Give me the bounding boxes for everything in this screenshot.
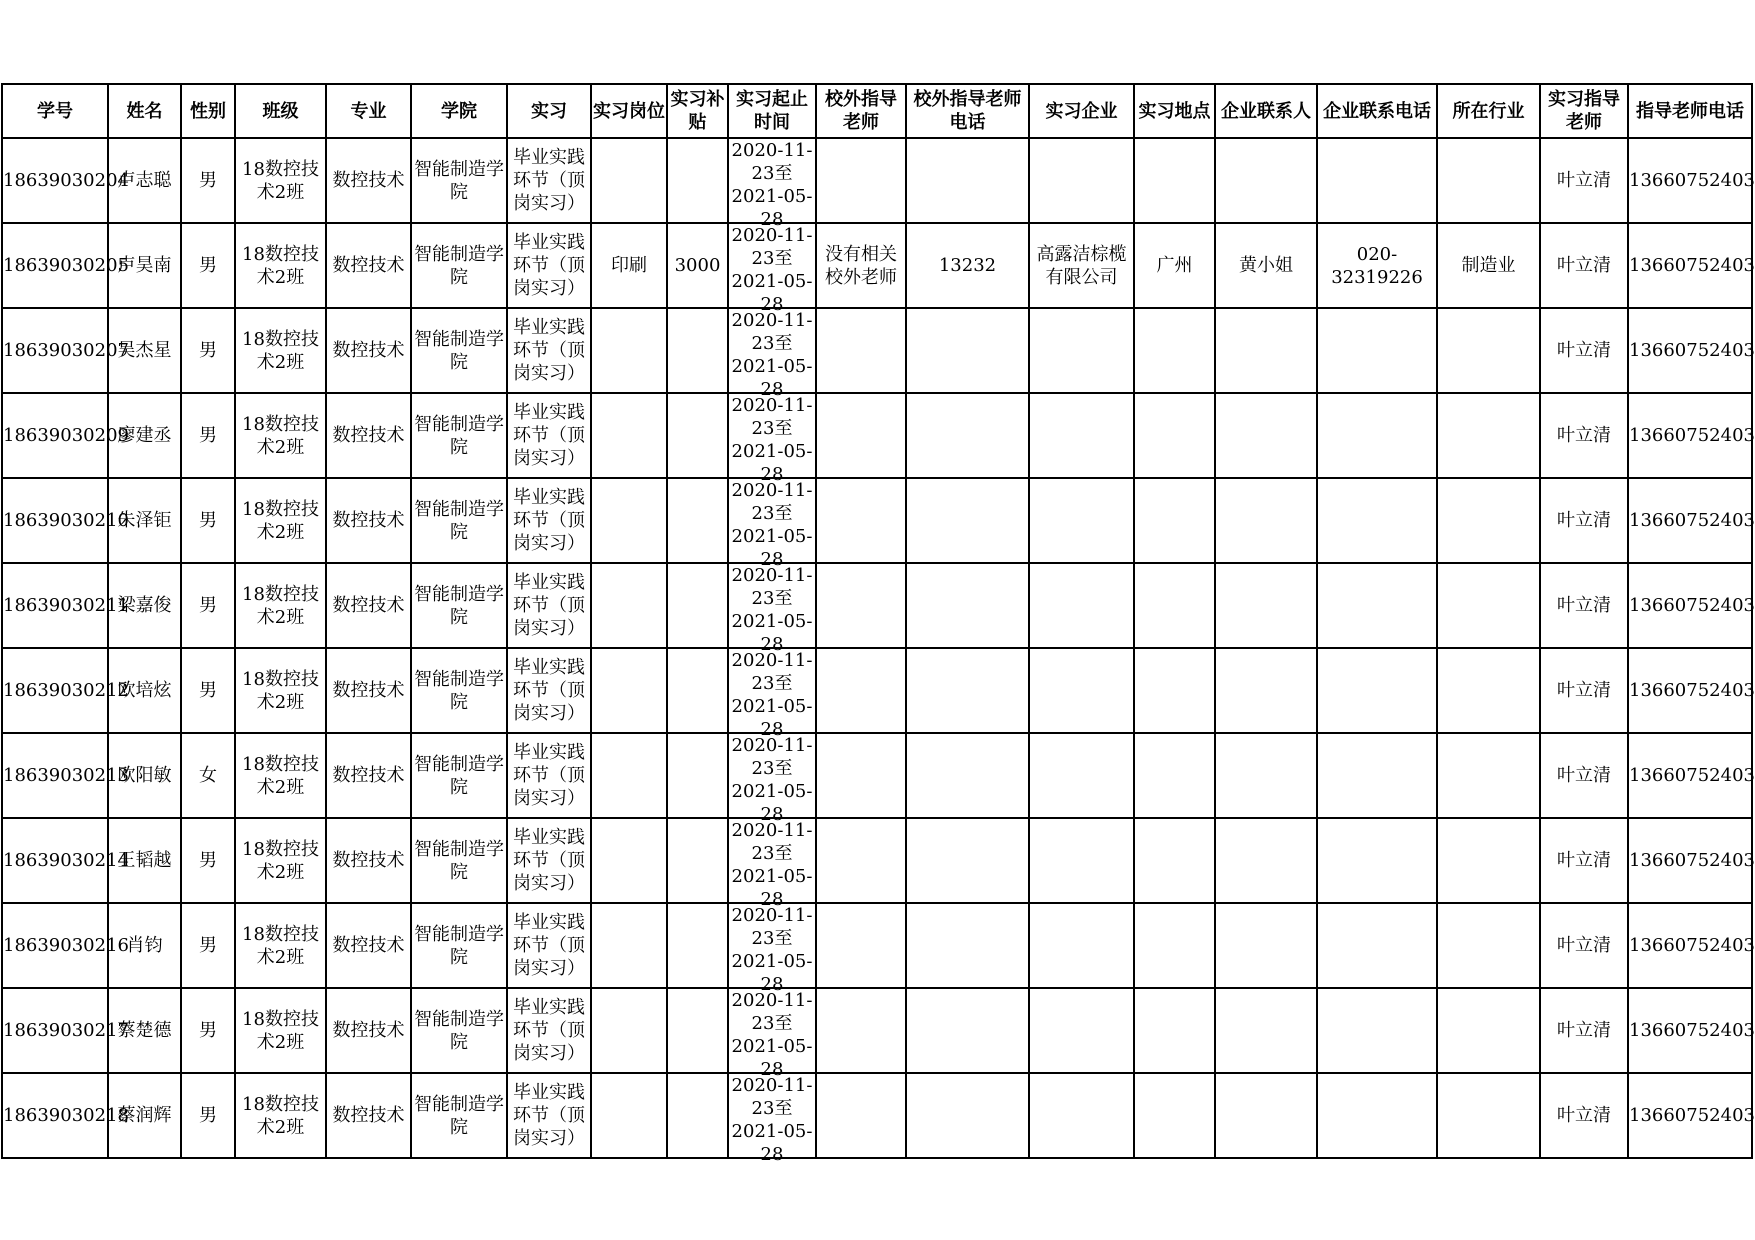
header-mentor-phone: 指导老师电话 [1628, 84, 1752, 138]
cell-post [591, 1073, 667, 1158]
cell-mentor: 叶立清 [1540, 733, 1628, 818]
cell-industry [1437, 988, 1540, 1073]
cell-contact [1215, 1073, 1317, 1158]
cell-internship: 毕业实践环节（顶岗实习） [507, 308, 591, 393]
cell-internship: 毕业实践环节（顶岗实习） [507, 563, 591, 648]
cell-mentor: 叶立清 [1540, 478, 1628, 563]
cell-mentor-phone: 13660752403 [1628, 563, 1752, 648]
cell-major: 数控技术 [326, 223, 411, 308]
cell-gender: 男 [181, 393, 235, 478]
header-class: 班级 [235, 84, 326, 138]
cell-period [728, 988, 816, 1080]
internship-table [1, 83, 1755, 1165]
cell-major: 数控技术 [326, 903, 411, 988]
cell-contact [1215, 308, 1317, 393]
cell-mentor-phone: 13660752403 [1628, 818, 1752, 903]
cell-contact-phone [1317, 563, 1437, 648]
cell-gender: 男 [181, 138, 235, 223]
cell-mentor-phone: 13660752403 [1628, 308, 1752, 393]
cell-external-mentor-phone [906, 988, 1029, 1073]
cell-internship: 毕业实践环节（顶岗实习） [507, 478, 591, 563]
cell-internship: 毕业实践环节（顶岗实习） [507, 648, 591, 733]
cell-company [1029, 1073, 1134, 1158]
cell-company [1029, 648, 1134, 733]
table-row [2, 223, 1752, 308]
cell-internship: 毕业实践环节（顶岗实习） [507, 393, 591, 478]
cell-major: 数控技术 [326, 393, 411, 478]
cell-gender: 男 [181, 648, 235, 733]
cell-name: 朱泽钜 [108, 478, 181, 563]
cell-external-mentor-phone [906, 818, 1029, 903]
period-text: 2020-11-23至2021-05-28 [731, 140, 813, 230]
cell-company [1029, 988, 1134, 1073]
cell-external-mentor [816, 478, 906, 563]
cell-external-mentor-phone [906, 563, 1029, 648]
cell-gender: 男 [181, 1073, 235, 1158]
cell-location [1134, 733, 1215, 818]
cell-subsidy [667, 1073, 728, 1158]
header-post: 实习岗位 [591, 84, 667, 138]
cell-post [591, 648, 667, 733]
cell-company [1029, 733, 1134, 818]
cell-college: 智能制造学院 [411, 988, 507, 1073]
header-mentor: 实习指导老师 [1540, 84, 1628, 138]
cell-location [1134, 478, 1215, 563]
cell-student-id: 18639030205 [2, 223, 108, 308]
cell-period [728, 903, 816, 995]
cell-name: 蔡楚德 [108, 988, 181, 1073]
cell-external-mentor-phone [906, 138, 1029, 223]
cell-mentor: 叶立清 [1540, 818, 1628, 903]
cell-external-mentor [816, 733, 906, 818]
cell-subsidy [667, 563, 728, 648]
cell-mentor-phone: 13660752403 [1628, 393, 1752, 478]
table-row [2, 1073, 1752, 1158]
header-industry: 所在行业 [1437, 84, 1540, 138]
cell-subsidy [667, 138, 728, 223]
cell-subsidy [667, 648, 728, 733]
table-row [2, 733, 1752, 818]
cell-student-id: 18639030214 [2, 818, 108, 903]
cell-location [1134, 563, 1215, 648]
cell-industry [1437, 1073, 1540, 1158]
cell-period [728, 223, 816, 315]
cell-mentor-phone: 13660752403 [1628, 223, 1752, 308]
cell-major: 数控技术 [326, 988, 411, 1073]
cell-external-mentor-phone [906, 733, 1029, 818]
cell-college: 智能制造学院 [411, 903, 507, 988]
header-location: 实习地点 [1134, 84, 1215, 138]
cell-name: 梁嘉俊 [108, 563, 181, 648]
cell-contact-phone [1317, 903, 1437, 988]
cell-period [728, 478, 816, 570]
cell-industry [1437, 563, 1540, 648]
cell-location: 广州 [1134, 223, 1215, 308]
header-college: 学院 [411, 84, 507, 138]
cell-internship: 毕业实践环节（顶岗实习） [507, 223, 591, 308]
cell-company [1029, 308, 1134, 393]
header-internship: 实习 [507, 84, 591, 138]
cell-period [728, 563, 816, 655]
header-company: 实习企业 [1029, 84, 1134, 138]
cell-college: 智能制造学院 [411, 563, 507, 648]
cell-post [591, 563, 667, 648]
cell-college: 智能制造学院 [411, 733, 507, 818]
cell-subsidy [667, 308, 728, 393]
cell-student-id: 18639030218 [2, 1073, 108, 1158]
table-row [2, 478, 1752, 563]
cell-major: 数控技术 [326, 733, 411, 818]
cell-college: 智能制造学院 [411, 1073, 507, 1158]
cell-external-mentor [816, 648, 906, 733]
cell-post [591, 138, 667, 223]
cell-contact [1215, 648, 1317, 733]
cell-company [1029, 903, 1134, 988]
cell-gender: 男 [181, 903, 235, 988]
cell-major: 数控技术 [326, 563, 411, 648]
cell-external-mentor [816, 988, 906, 1073]
cell-major: 数控技术 [326, 138, 411, 223]
header-major: 专业 [326, 84, 411, 138]
cell-post: 印刷 [591, 223, 667, 308]
cell-gender: 男 [181, 988, 235, 1073]
cell-internship: 毕业实践环节（顶岗实习） [507, 818, 591, 903]
header-period: 实习起止时间 [728, 84, 816, 138]
cell-contact [1215, 988, 1317, 1073]
cell-post [591, 818, 667, 903]
header-contact-phone: 企业联系电话 [1317, 84, 1437, 138]
cell-period [728, 308, 816, 400]
cell-mentor-phone: 13660752403 [1628, 988, 1752, 1073]
cell-mentor-phone: 13660752403 [1628, 138, 1752, 223]
cell-contact [1215, 563, 1317, 648]
cell-contact [1215, 818, 1317, 903]
cell-subsidy [667, 733, 728, 818]
cell-college: 智能制造学院 [411, 223, 507, 308]
cell-contact-phone [1317, 1073, 1437, 1158]
cell-student-id: 18639030212 [2, 648, 108, 733]
cell-student-id: 18639030217 [2, 988, 108, 1073]
cell-college: 智能制造学院 [411, 393, 507, 478]
cell-post [591, 393, 667, 478]
cell-mentor: 叶立清 [1540, 563, 1628, 648]
cell-location [1134, 308, 1215, 393]
period-text: 2020-11-23至2021-05-28 [731, 820, 813, 910]
cell-student-id: 18639030210 [2, 478, 108, 563]
cell-period [728, 648, 816, 740]
cell-class: 18数控技术2班 [235, 308, 326, 393]
cell-major: 数控技术 [326, 648, 411, 733]
cell-contact-phone [1317, 478, 1437, 563]
cell-external-mentor: 没有相关校外老师 [816, 223, 906, 308]
cell-internship: 毕业实践环节（顶岗实习） [507, 1073, 591, 1158]
cell-period [728, 818, 816, 910]
period-text: 2020-11-23至2021-05-28 [731, 990, 813, 1080]
cell-location [1134, 988, 1215, 1073]
cell-external-mentor [816, 563, 906, 648]
header-external-mentor: 校外指导老师 [816, 84, 906, 138]
cell-location [1134, 393, 1215, 478]
cell-external-mentor [816, 1073, 906, 1158]
cell-industry [1437, 733, 1540, 818]
cell-name: 卢志聪 [108, 138, 181, 223]
cell-name: 蔡润辉 [108, 1073, 181, 1158]
cell-external-mentor-phone [906, 478, 1029, 563]
cell-industry [1437, 478, 1540, 563]
cell-contact [1215, 393, 1317, 478]
header-gender: 性别 [181, 84, 235, 138]
cell-subsidy: 3000 [667, 223, 728, 308]
cell-internship: 毕业实践环节（顶岗实习） [507, 733, 591, 818]
cell-gender: 男 [181, 308, 235, 393]
table-row [2, 308, 1752, 393]
cell-gender: 男 [181, 818, 235, 903]
cell-mentor: 叶立清 [1540, 308, 1628, 393]
cell-class: 18数控技术2班 [235, 988, 326, 1073]
cell-college: 智能制造学院 [411, 478, 507, 563]
cell-contact [1215, 903, 1317, 988]
cell-class: 18数控技术2班 [235, 478, 326, 563]
cell-location [1134, 1073, 1215, 1158]
cell-mentor: 叶立清 [1540, 988, 1628, 1073]
period-text: 2020-11-23至2021-05-28 [731, 905, 813, 995]
cell-contact [1215, 733, 1317, 818]
cell-internship: 毕业实践环节（顶岗实习） [507, 988, 591, 1073]
cell-class: 18数控技术2班 [235, 733, 326, 818]
cell-class: 18数控技术2班 [235, 818, 326, 903]
cell-external-mentor [816, 138, 906, 223]
cell-external-mentor-phone: 13232 [906, 223, 1029, 308]
period-text: 2020-11-23至2021-05-28 [731, 565, 813, 655]
cell-mentor: 叶立清 [1540, 648, 1628, 733]
table-row [2, 393, 1752, 478]
cell-major: 数控技术 [326, 818, 411, 903]
cell-mentor: 叶立清 [1540, 903, 1628, 988]
period-text: 2020-11-23至2021-05-28 [731, 310, 813, 400]
cell-company [1029, 818, 1134, 903]
cell-contact [1215, 138, 1317, 223]
cell-student-id: 18639030211 [2, 563, 108, 648]
cell-company: 高露洁棕榄有限公司 [1029, 223, 1134, 308]
cell-mentor-phone: 13660752403 [1628, 903, 1752, 988]
cell-period [728, 393, 816, 485]
header-subsidy: 实习补贴 [667, 84, 728, 138]
cell-company [1029, 478, 1134, 563]
cell-external-mentor-phone [906, 1073, 1029, 1158]
cell-gender: 男 [181, 478, 235, 563]
cell-major: 数控技术 [326, 478, 411, 563]
cell-post [591, 733, 667, 818]
header-name: 姓名 [108, 84, 181, 138]
cell-subsidy [667, 478, 728, 563]
cell-internship: 毕业实践环节（顶岗实习） [507, 138, 591, 223]
cell-post [591, 903, 667, 988]
cell-period [728, 1073, 816, 1165]
cell-mentor: 叶立清 [1540, 393, 1628, 478]
cell-student-id: 18639030213 [2, 733, 108, 818]
cell-location [1134, 903, 1215, 988]
cell-location [1134, 818, 1215, 903]
cell-gender: 女 [181, 733, 235, 818]
cell-external-mentor-phone [906, 393, 1029, 478]
cell-company [1029, 138, 1134, 223]
header-student-id: 学号 [2, 84, 108, 138]
cell-external-mentor-phone [906, 648, 1029, 733]
cell-college: 智能制造学院 [411, 138, 507, 223]
cell-contact-phone [1317, 988, 1437, 1073]
period-text: 2020-11-23至2021-05-28 [731, 480, 813, 570]
cell-class: 18数控技术2班 [235, 648, 326, 733]
cell-contact-phone: 020-32319226 [1317, 223, 1437, 308]
cell-class: 18数控技术2班 [235, 563, 326, 648]
cell-internship: 毕业实践环节（顶岗实习） [507, 903, 591, 988]
cell-college: 智能制造学院 [411, 308, 507, 393]
table-row [2, 563, 1752, 648]
cell-student-id: 18639030216 [2, 903, 108, 988]
table-row [2, 138, 1752, 223]
period-text: 2020-11-23至2021-05-28 [731, 395, 813, 485]
cell-industry [1437, 393, 1540, 478]
cell-external-mentor-phone [906, 903, 1029, 988]
cell-class: 18数控技术2班 [235, 138, 326, 223]
cell-gender: 男 [181, 223, 235, 308]
cell-post [591, 308, 667, 393]
cell-mentor-phone: 13660752403 [1628, 648, 1752, 733]
cell-contact-phone [1317, 308, 1437, 393]
cell-college: 智能制造学院 [411, 818, 507, 903]
cell-mentor: 叶立清 [1540, 1073, 1628, 1158]
cell-major: 数控技术 [326, 308, 411, 393]
cell-external-mentor-phone [906, 308, 1029, 393]
cell-period [728, 733, 816, 825]
cell-name: 肖钧 [108, 903, 181, 988]
cell-period [728, 138, 816, 230]
table-body [2, 138, 1755, 1165]
cell-subsidy [667, 818, 728, 903]
cell-name: 卢昊南 [108, 223, 181, 308]
cell-contact [1215, 478, 1317, 563]
cell-class: 18数控技术2班 [235, 223, 326, 308]
cell-name: 廖建丞 [108, 393, 181, 478]
cell-industry: 制造业 [1437, 223, 1540, 308]
cell-student-id: 18639030209 [2, 393, 108, 478]
cell-class: 18数控技术2班 [235, 1073, 326, 1158]
cell-contact-phone [1317, 393, 1437, 478]
cell-name: 欧培炫 [108, 648, 181, 733]
table-row [2, 903, 1752, 988]
cell-mentor-phone: 13660752403 [1628, 1073, 1752, 1158]
cell-contact-phone [1317, 733, 1437, 818]
cell-location [1134, 648, 1215, 733]
cell-college: 智能制造学院 [411, 648, 507, 733]
cell-contact-phone [1317, 818, 1437, 903]
cell-subsidy [667, 903, 728, 988]
header-contact: 企业联系人 [1215, 84, 1317, 138]
cell-external-mentor [816, 818, 906, 903]
cell-mentor: 叶立清 [1540, 138, 1628, 223]
cell-subsidy [667, 393, 728, 478]
cell-post [591, 988, 667, 1073]
cell-post [591, 478, 667, 563]
cell-class: 18数控技术2班 [235, 903, 326, 988]
cell-mentor-phone: 13660752403 [1628, 733, 1752, 818]
cell-class: 18数控技术2班 [235, 393, 326, 478]
cell-industry [1437, 308, 1540, 393]
cell-name: 王韬越 [108, 818, 181, 903]
cell-student-id: 18639030204 [2, 138, 108, 223]
cell-industry [1437, 818, 1540, 903]
period-text: 2020-11-23至2021-05-28 [731, 1075, 813, 1165]
header-external-mentor-phone: 校外指导老师电话 [906, 84, 1029, 138]
cell-contact: 黄小姐 [1215, 223, 1317, 308]
cell-external-mentor [816, 903, 906, 988]
table-row [2, 818, 1752, 903]
cell-company [1029, 393, 1134, 478]
cell-contact-phone [1317, 138, 1437, 223]
cell-industry [1437, 903, 1540, 988]
cell-gender: 男 [181, 563, 235, 648]
header-row [2, 84, 1752, 138]
cell-mentor: 叶立清 [1540, 223, 1628, 308]
cell-external-mentor [816, 308, 906, 393]
cell-industry [1437, 648, 1540, 733]
table-row [2, 648, 1752, 733]
period-text: 2020-11-23至2021-05-28 [731, 735, 813, 825]
cell-company [1029, 563, 1134, 648]
cell-student-id: 18639030207 [2, 308, 108, 393]
period-text: 2020-11-23至2021-05-28 [731, 225, 813, 315]
cell-industry [1437, 138, 1540, 223]
cell-name: 欧阳敏 [108, 733, 181, 818]
cell-contact-phone [1317, 648, 1437, 733]
cell-mentor-phone: 13660752403 [1628, 478, 1752, 563]
cell-major: 数控技术 [326, 1073, 411, 1158]
cell-name: 吴杰星 [108, 308, 181, 393]
cell-external-mentor [816, 393, 906, 478]
period-text: 2020-11-23至2021-05-28 [731, 650, 813, 740]
cell-subsidy [667, 988, 728, 1073]
table-row [2, 988, 1752, 1073]
cell-location [1134, 138, 1215, 223]
